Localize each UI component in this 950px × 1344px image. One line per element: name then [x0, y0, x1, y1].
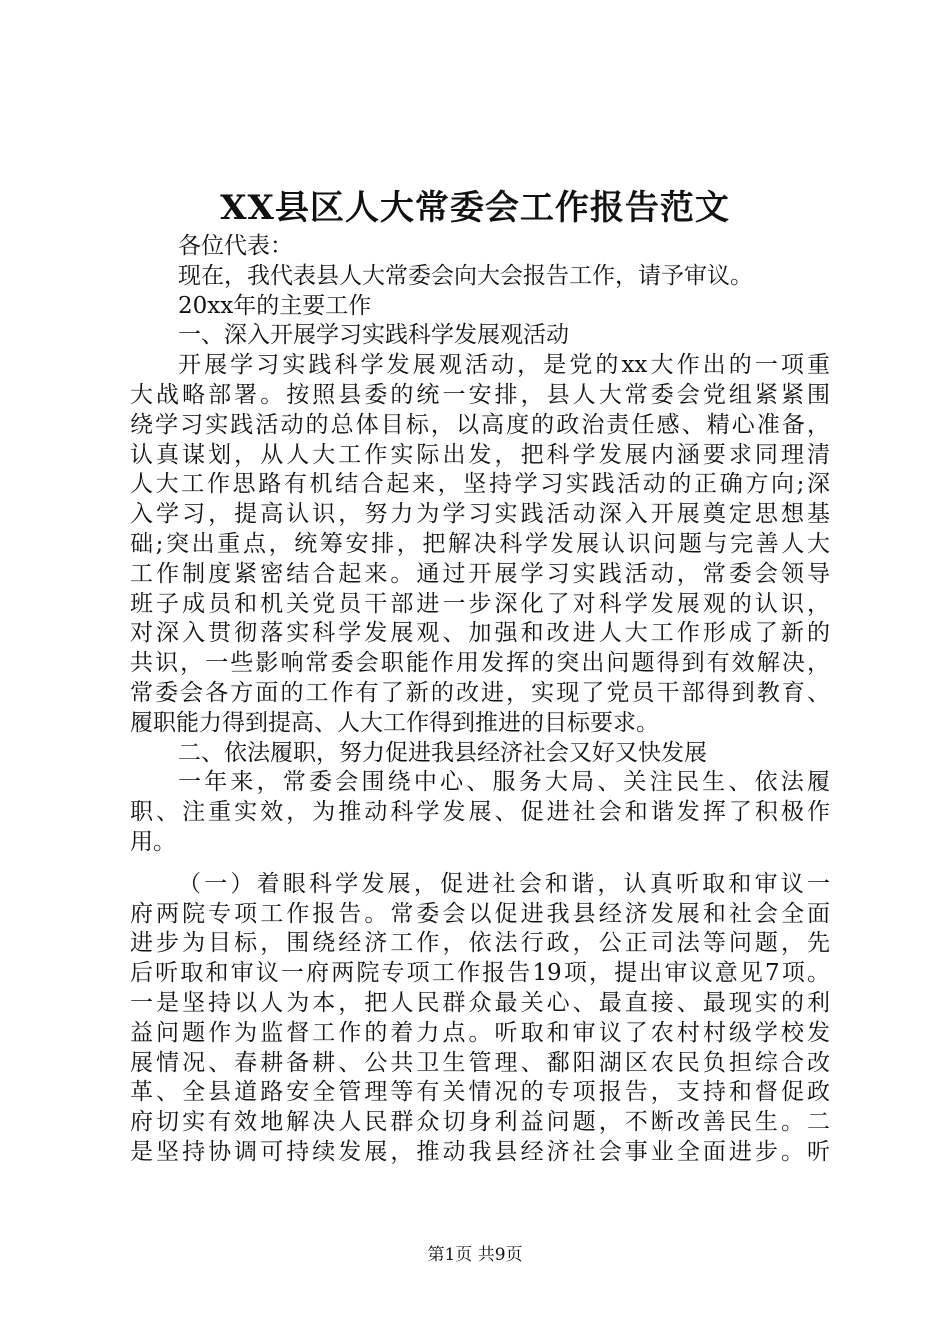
document-body: [130, 232, 830, 1168]
document-title: XX县区人大常委会工作报告范文: [220, 188, 730, 228]
paragraph-line: 一年来，常委会围绕中心、服务大局、关注民生、依法履: [178, 769, 830, 796]
paragraph-line: 班子成员和机关党员干部进一步深化了对科学发展观的认识，: [130, 590, 830, 617]
salutation: 各位代表：: [178, 233, 293, 259]
paragraph-line: 对深入贯彻落实科学发展观、加强和改进人大工作形成了新的: [130, 620, 830, 647]
paragraph-line: 是坚持协调可持续发展，推动我县经济社会事业全面进步。听: [130, 1138, 830, 1165]
paragraph-line: 础;突出重点，统筹安排，把解决科学发展认识问题与完善人大: [130, 530, 830, 557]
paragraph-line: 绕学习实践活动的总体目标，以高度的政治责任感、精心准备，: [130, 411, 830, 438]
paragraph-line: 共识，一些影响常委会职能作用发挥的突出问题得到有效解决，: [130, 650, 830, 677]
paragraph-line: 展情况、春耕备耕、公共卫生管理、鄱阳湖区农民负担综合改: [130, 1049, 830, 1076]
paragraph-line: 人大工作思路有机结合起来，坚持学习实践活动的正确方向;深: [130, 471, 830, 498]
paragraph-line: 后听取和审议一府两院专项工作报告19项，提出审议意见7项。: [130, 960, 830, 987]
paragraph-line: 革、全县道路安全管理等有关情况的专项报告，支持和督促政: [130, 1079, 830, 1106]
paragraph-line: （一）着眼科学发展，促进社会和谐，认真听取和审议一: [178, 870, 830, 897]
paragraph-line: 用。: [130, 828, 176, 855]
paragraph-line: 府两院专项工作报告。常委会以促进我县经济发展和社会全面: [130, 900, 830, 927]
paragraph-line: 认真谋划，从人大工作实际出发，把科学发展内涵要求同理清: [130, 441, 830, 468]
section-heading: 一、深入开展学习实践科学发展观活动: [178, 322, 569, 349]
section-heading: 20xx年的主要工作: [178, 292, 372, 319]
paragraph-line: 常委会各方面的工作有了新的改进，实现了党员干部得到教育、: [130, 679, 830, 706]
paragraph-line: 一是坚持以人为本，把人民群众最关心、最直接、最现实的利: [130, 989, 830, 1016]
paragraph-line: 进步为目标，围绕经济工作，依法行政，公正司法等问题，先: [130, 930, 830, 957]
paragraph-line: 益问题作为监督工作的着力点。听取和审议了农村村级学校发: [130, 1019, 830, 1046]
paragraph-line: 开展学习实践科学发展观活动，是党的xx大作出的一项重: [178, 352, 830, 379]
page-footer: 第1页 共9页: [427, 1245, 523, 1265]
paragraph-line: 工作制度紧密结合起来。通过开展学习实践活动，常委会领导: [130, 560, 830, 587]
paragraph-line: 现在，我代表县人大常委会向大会报告工作，请予审议。: [178, 262, 753, 289]
paragraph-line: 职、注重实效，为推动科学发展、促进社会和谐发挥了积极作: [130, 799, 830, 826]
paragraph-line: 府切实有效地解决人民群众切身利益问题，不断改善民生。二: [130, 1109, 830, 1136]
paragraph-line: 入学习，提高认识，努力为学习实践活动深入开展奠定思想基: [130, 501, 830, 528]
paragraph-line: 大战略部署。按照县委的统一安排，县人大常委会党组紧紧围: [130, 381, 830, 408]
paragraph-line: 履职能力得到提高、人大工作得到推进的目标要求。: [130, 709, 659, 736]
section-heading: 二、依法履职，努力促进我县经济社会又好又快发展: [178, 739, 707, 766]
